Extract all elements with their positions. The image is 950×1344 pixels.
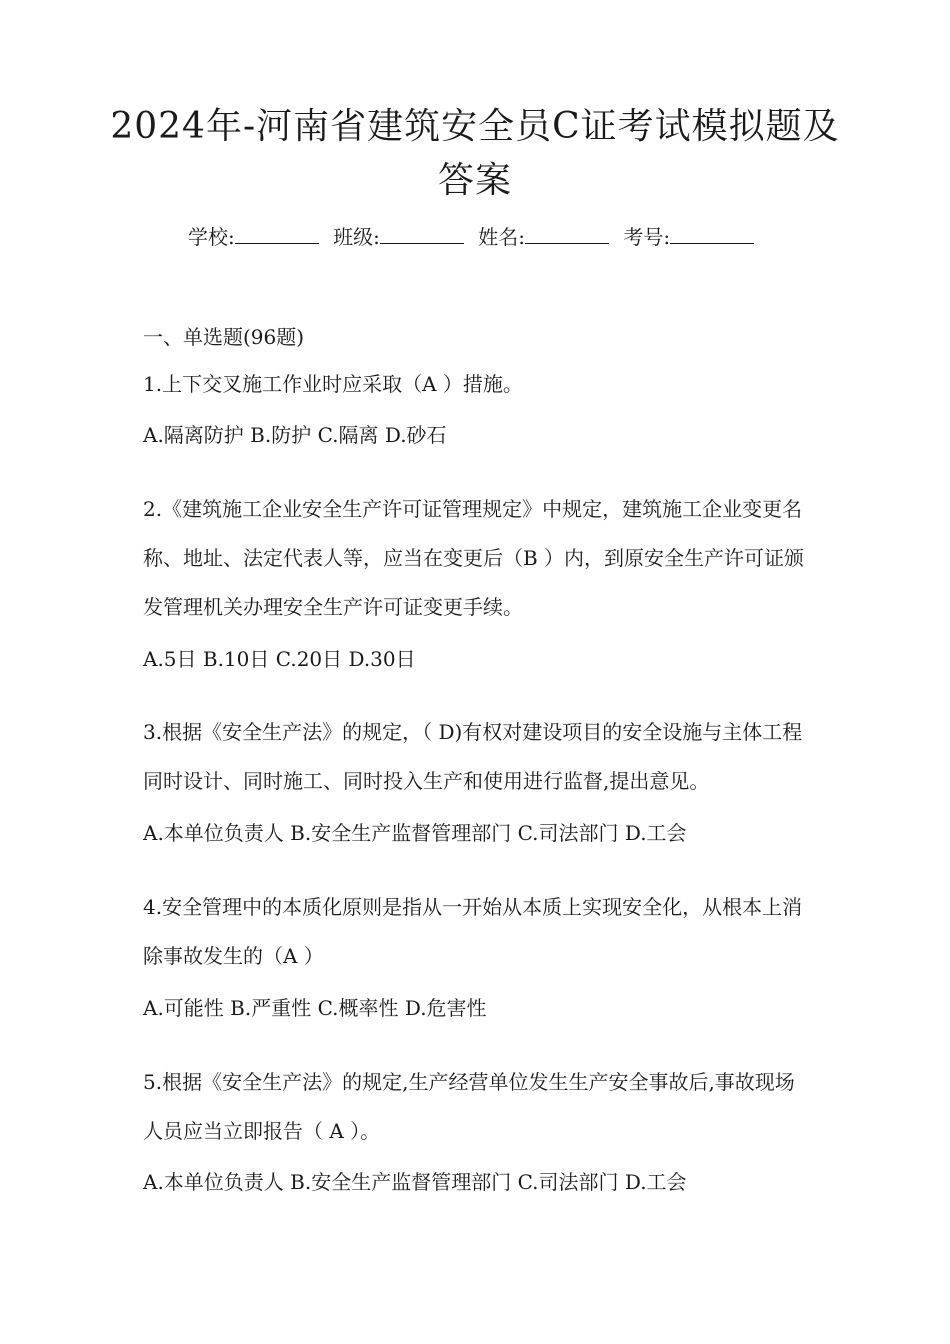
question-3-stem: 3.根据《安全生产法》的规定，（ D)有权对建设项目的安全设施与主体工程同时设计、同时施工、同时投入生产和使用进行监督,提出意见。 <box>143 720 803 793</box>
question-2-options: A.5日 B.10日 C.20日 D.30日 <box>143 647 416 671</box>
document-title: 2024年-河南省建筑安全员C证考试模拟题及答案 <box>110 106 840 201</box>
exam-number-label: 考号: <box>623 225 671 249</box>
question-1-options: A.隔离防护 B.防护 C.隔离 D.砂石 <box>143 423 447 447</box>
question-3-options: A.本单位负责人 B.安全生产监督管理部门 C.司法部门 D.工会 <box>143 821 687 845</box>
section-heading: 一、单选题(96题) <box>143 325 305 349</box>
name-blank <box>525 223 609 244</box>
question-4-options: A.可能性 B.严重性 C.概率性 D.危害性 <box>143 996 487 1020</box>
class-blank <box>380 223 464 244</box>
school-blank <box>235 223 319 244</box>
student-info-line <box>188 222 762 252</box>
question-5-stem: 5.根据《安全生产法》的规定,生产经营单位发生生产安全事故后,事故现场人员应当立即报告（ A ）。 <box>143 1070 795 1143</box>
school-label: 学校: <box>188 225 235 249</box>
question-4-stem: 4.安全管理中的本质化原则是指从一开始从本质上实现安全化，从根本上消除事故发生的（A ） <box>143 895 803 968</box>
name-label: 姓名: <box>478 225 525 249</box>
class-label: 班级: <box>333 225 380 249</box>
exam-number-blank <box>670 223 754 244</box>
question-1-stem: 1.上下交叉施工作业时应采取（A ）措施。 <box>143 372 523 396</box>
question-2-stem: 2.《建筑施工企业安全生产许可证管理规定》中规定，建筑施工企业变更名称、地址、法定代表人等，应当在变更后（B ）内，到原安全生产许可证颁发管理机关办理安全生产许可证变更手续。 <box>143 497 805 619</box>
question-5-options: A.本单位负责人 B.安全生产监督管理部门 C.司法部门 D.工会 <box>143 1170 687 1194</box>
